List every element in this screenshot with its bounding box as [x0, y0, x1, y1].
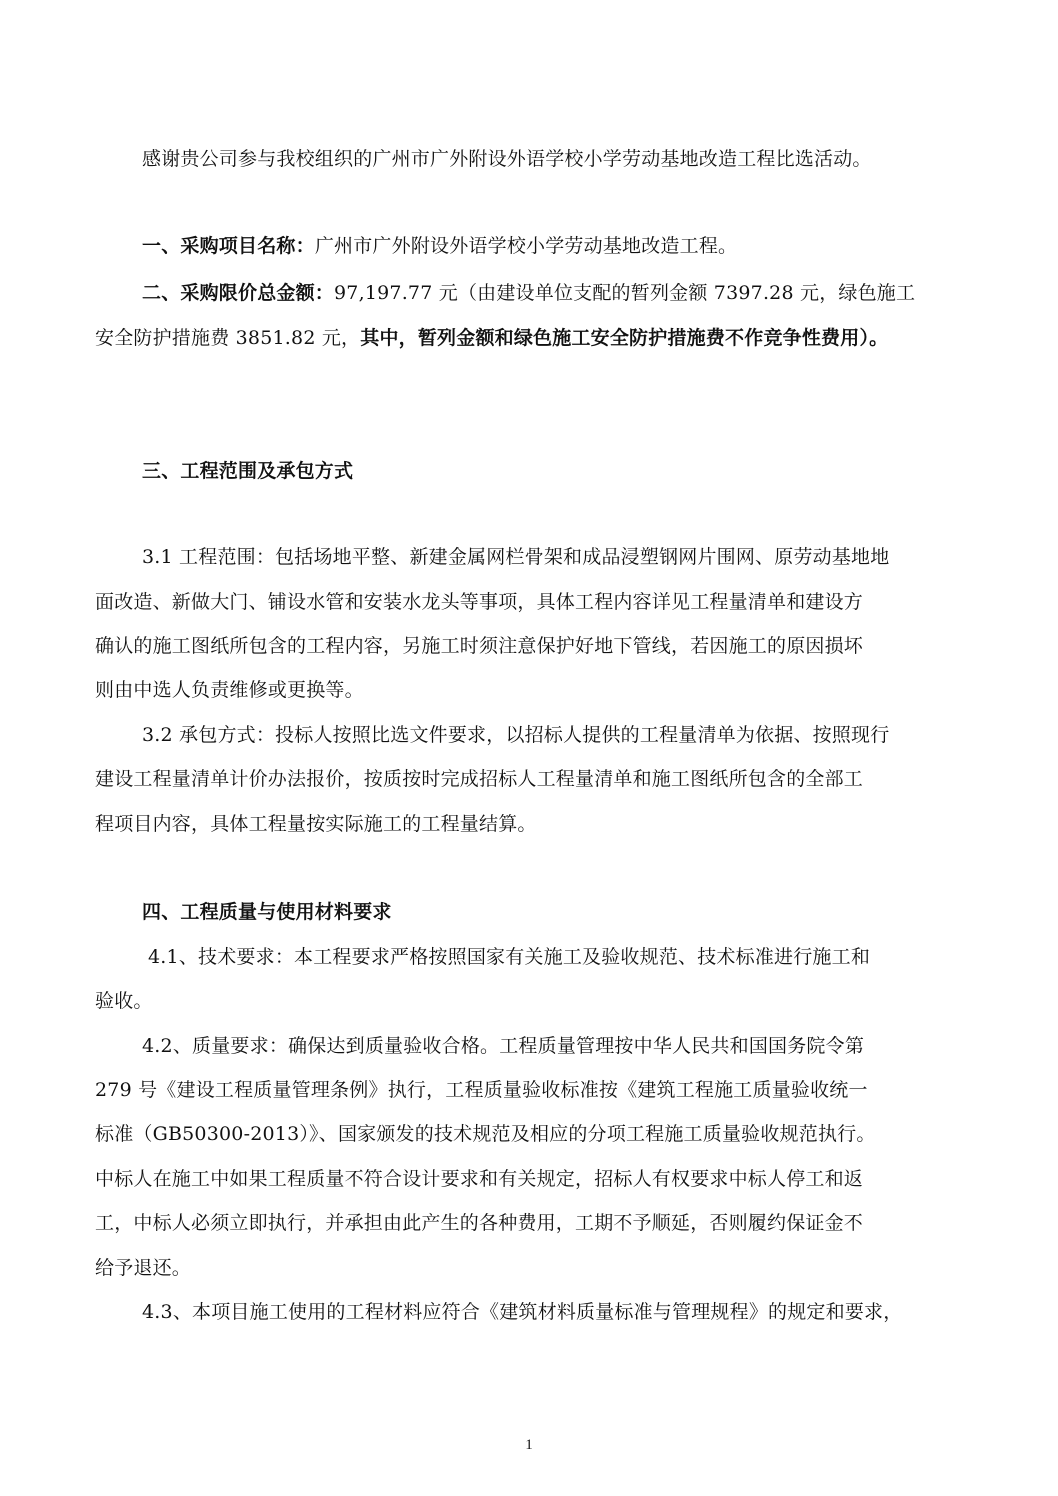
page-number: 1: [525, 1437, 533, 1453]
section4-p2-line: 中标人在施工中如果工程质量不符合设计要求和有关规定，招标人有权要求中标人停工和返: [95, 1168, 864, 1190]
section4-p2-line: 4.2、质量要求：确保达到质量验收合格。工程质量管理按中华人民共和国国务院令第: [142, 1035, 865, 1057]
section3-p1-line: 则由中选人负责维修或更换等。: [95, 679, 364, 701]
section2-line2: [95, 326, 888, 350]
section1-text: 广州市广外附设外语学校小学劳动基地改造工程。: [314, 235, 738, 257]
section1-line: [142, 234, 737, 258]
section3-p1-line: 面改造、新做大门、铺设水管和安装水龙头等事项，具体工程内容详见工程量清单和建设方: [95, 591, 864, 613]
section4-heading: 四、工程质量与使用材料要求: [142, 901, 392, 923]
section4-p1-line: 4.1、技术要求：本工程要求严格按照国家有关施工及验收规范、技术标准进行施工和: [148, 946, 871, 968]
section2-line2-bold: 其中，暂列金额和绿色施工安全防护措施费不作竞争性费用）。: [360, 327, 889, 349]
section3-p1-line: 确认的施工图纸所包含的工程内容，另施工时须注意保护好地下管线，若因施工的原因损坏: [95, 635, 864, 657]
section3-p2-line: 建设工程量清单计价办法报价，按质按时完成招标人工程量清单和施工图纸所包含的全部工: [95, 768, 864, 790]
section3-p1-line: 3.1 工程范围：包括场地平整、新建金属网栏骨架和成品浸塑钢网片围网、原劳动基地地: [142, 546, 890, 568]
intro-line: 感谢贵公司参与我校组织的广州市广外附设外语学校小学劳动基地改造工程比选活动。: [142, 148, 872, 170]
section3-heading: 三、工程范围及承包方式: [142, 460, 354, 482]
section4-p3-line: 4.3、本项目施工使用的工程材料应符合《建筑材料质量标准与管理规程》的规定和要求，: [142, 1301, 903, 1323]
section3-p2-line: 3.2 承包方式：投标人按照比选文件要求，以招标人提供的工程量清单为依据、按照现行: [142, 724, 890, 746]
section2-line1-text: 97,197.77 元（由建设单位支配的暂列金额 7397.28 元，绿色施工: [334, 282, 916, 304]
section4-p2-line: 给予退还。: [95, 1257, 192, 1279]
section4-p1-line: 验收。: [95, 990, 153, 1012]
section4-p2-line: 279 号《建设工程质量管理条例》执行，工程质量验收标准按《建筑工程施工质量验收统一: [95, 1079, 868, 1101]
section2-line1: [142, 281, 915, 305]
section3-p2-line: 程项目内容，具体工程量按实际施工的工程量结算。: [95, 813, 537, 835]
section4-p2-line: 工，中标人必须立即执行，并承担由此产生的各种费用，工期不予顺延，否则履约保证金不: [95, 1212, 864, 1234]
section2-heading: 二、采购限价总金额：: [142, 282, 335, 304]
section2-line2-text: 安全防护措施费 3851.82 元，: [95, 327, 361, 349]
section4-p2-line: 标准（GB50300-2013）》、国家颁发的技术规范及相应的分项工程施工质量验收规范执行。: [95, 1123, 876, 1145]
section1-heading: 一、采购项目名称：: [142, 235, 315, 257]
